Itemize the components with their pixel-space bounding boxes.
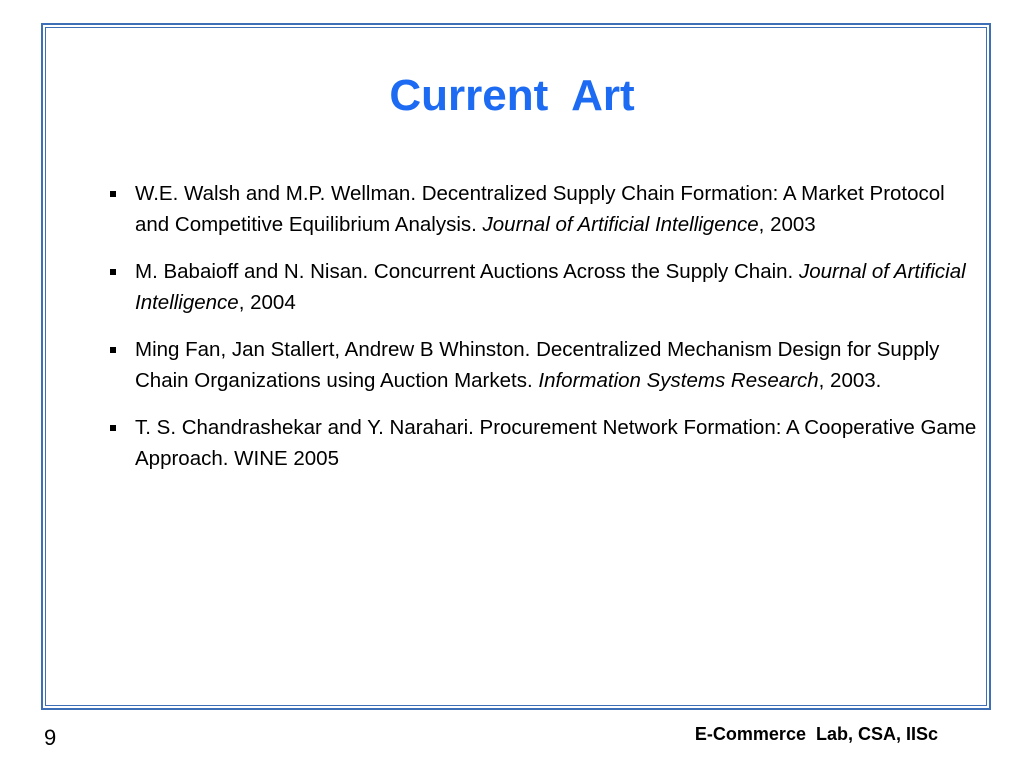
reference-item	[108, 334, 980, 396]
page-number: 9	[44, 725, 57, 750]
slide-title: Current Art	[389, 71, 635, 120]
reference-list	[108, 178, 980, 490]
reference-authors-title: W.E. Walsh and M.P. Wellman. Decentralized Supply Chain Formation: A Market Protocol and Competitive Equilibrium Analysis.	[135, 182, 945, 236]
reference-journal: Information Systems Research	[538, 369, 819, 392]
reference-journal: Journal of Artificial Intelligence	[482, 213, 759, 236]
reference-authors-title: M. Babaioff and N. Nisan. Concurrent Auctions Across the Supply Chain.	[135, 260, 799, 283]
square-bullet-icon	[110, 425, 116, 431]
reference-authors-title: Ming Fan, Jan Stallert, Andrew B Whinston. Decentralized Mechanism Design for Supply Chain Organizations using Auction Markets.	[135, 338, 940, 392]
square-bullet-icon	[110, 191, 116, 197]
reference-item	[108, 256, 980, 318]
reference-item	[108, 178, 980, 240]
reference-authors-title: T. S. Chandrashekar and Y. Narahari. Procurement Network Formation: A Cooperative Game Approach. WINE 2005	[135, 416, 977, 470]
reference-year: , 2004	[238, 291, 296, 314]
square-bullet-icon	[110, 347, 116, 353]
reference-journal: Journal of Artificial Intelligence	[135, 260, 966, 314]
footer-lab-name: E-Commerce Lab, CSA, IISc	[694, 724, 938, 744]
square-bullet-icon	[110, 269, 116, 275]
reference-item	[108, 412, 980, 474]
reference-year: , 2003.	[818, 369, 882, 392]
reference-year: , 2003	[758, 213, 816, 236]
